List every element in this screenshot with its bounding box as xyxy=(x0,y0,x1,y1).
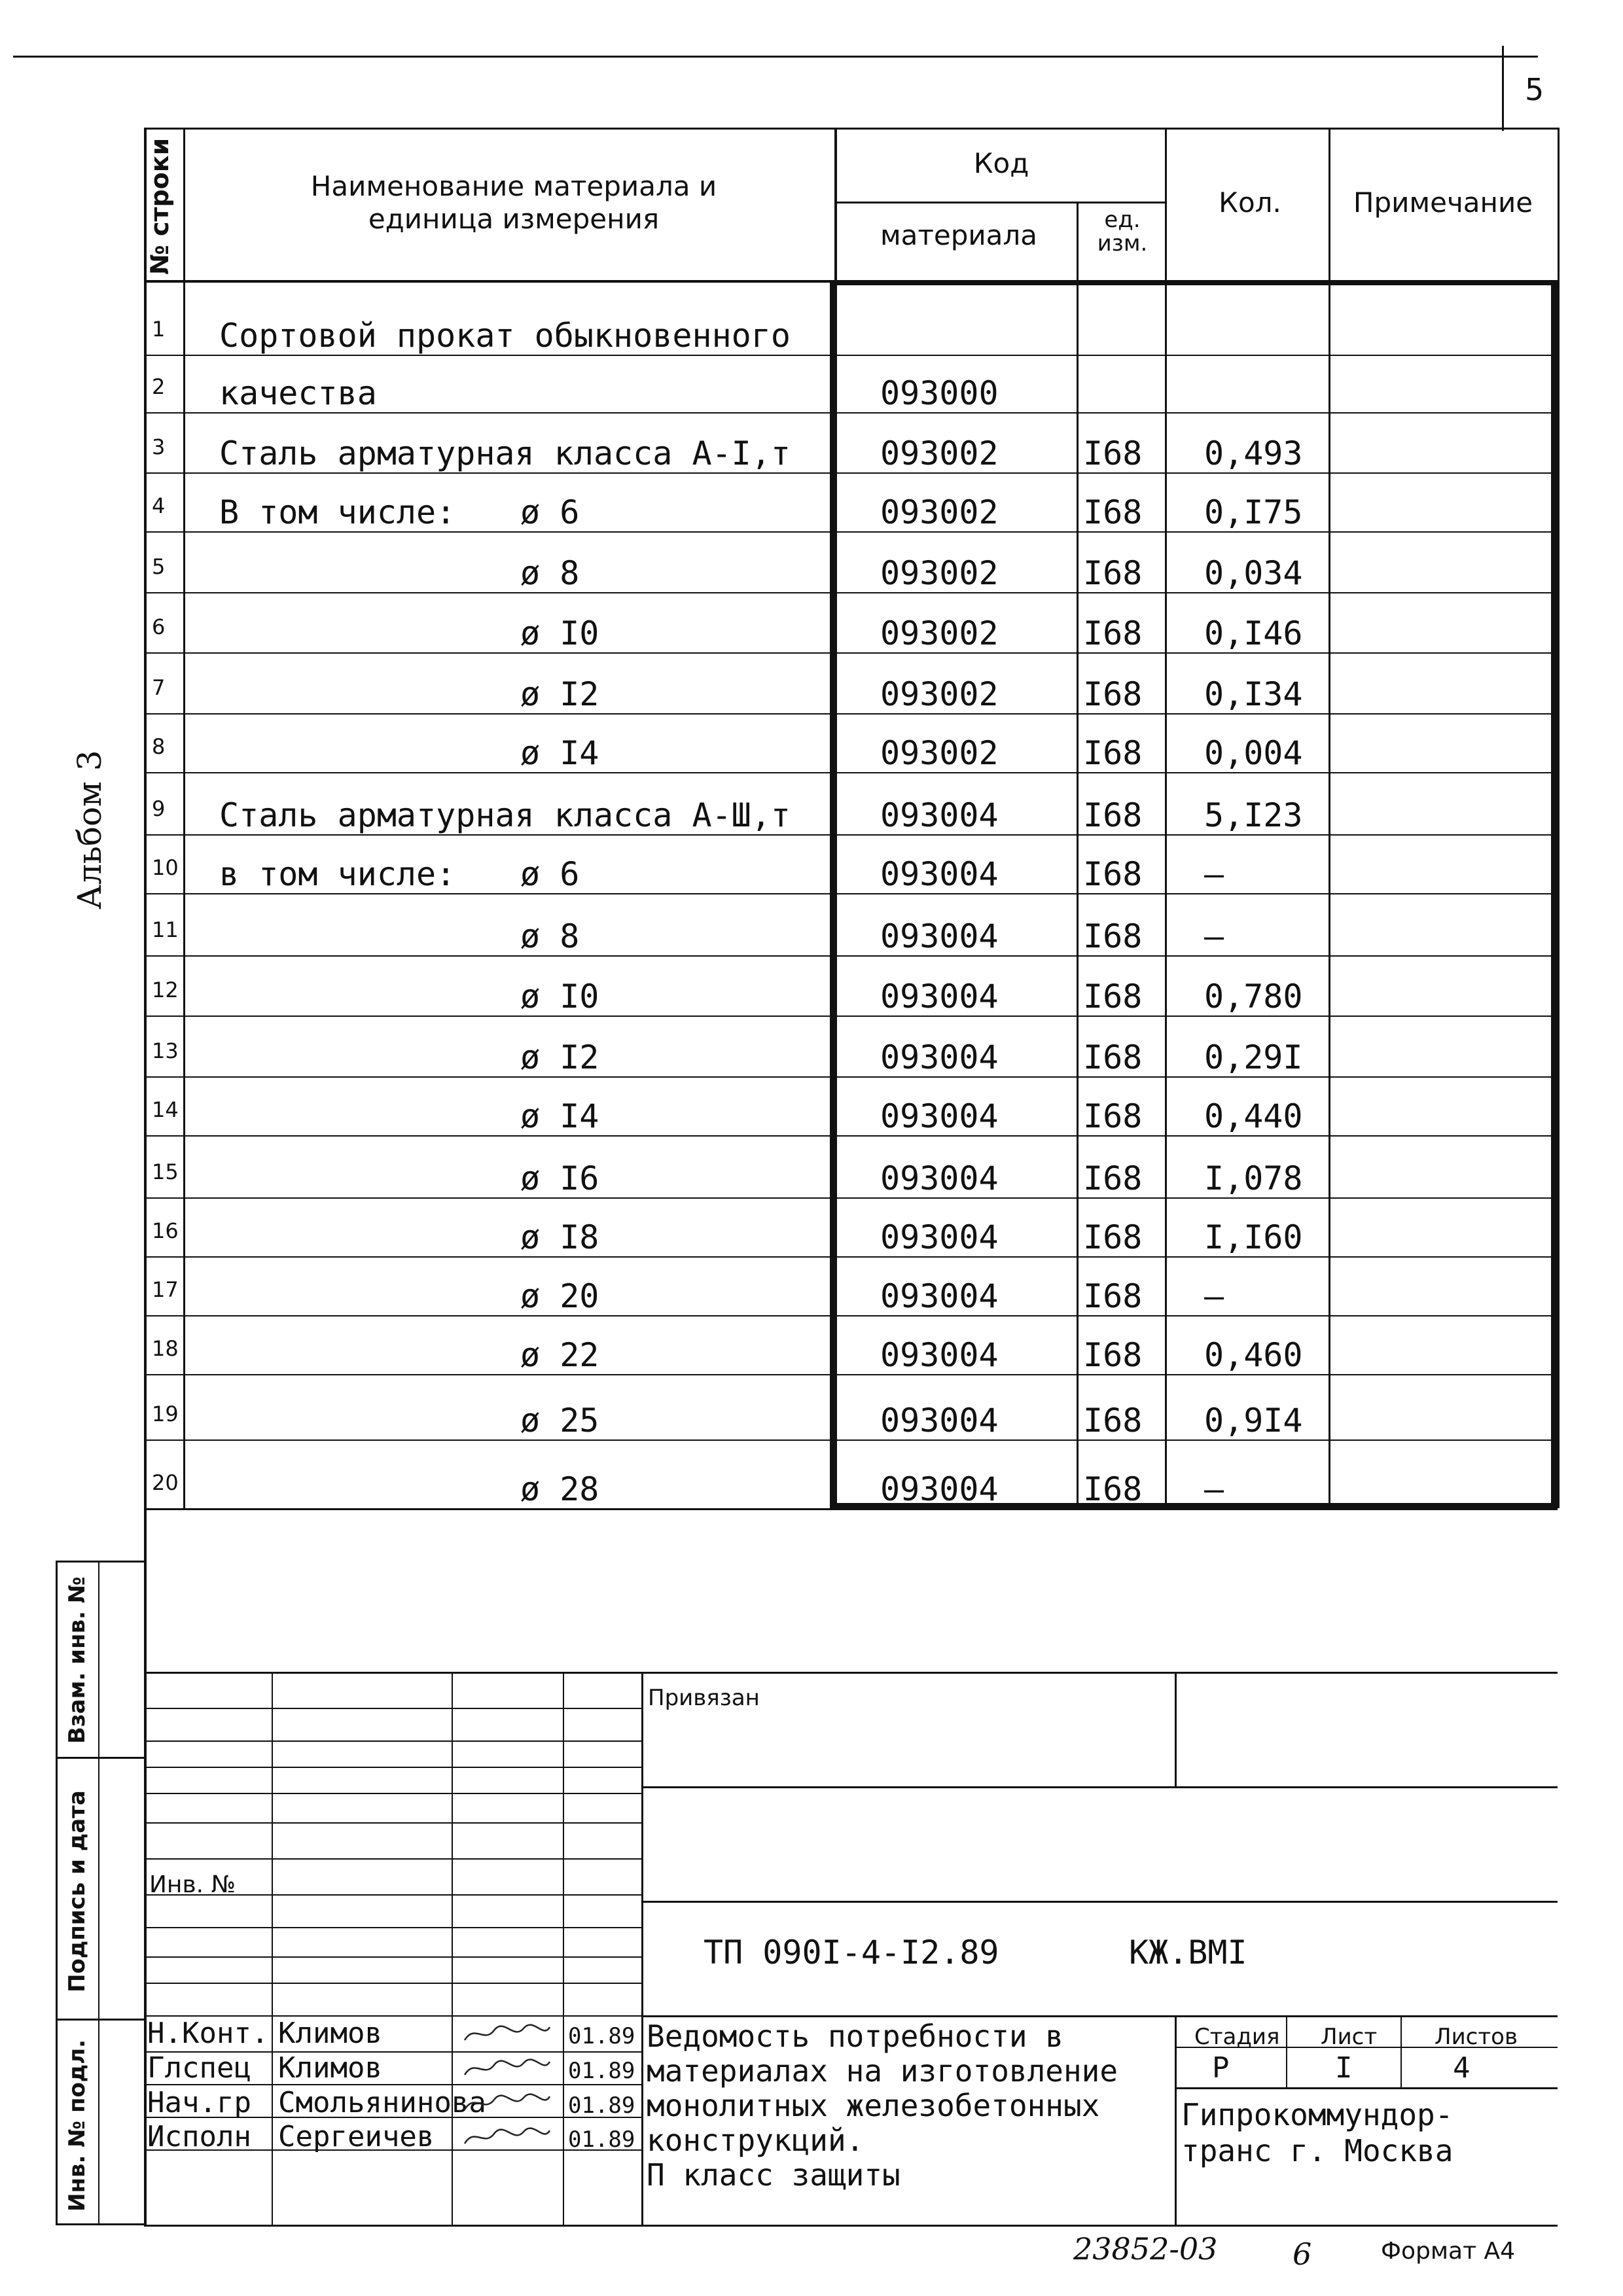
quantity: 0,004 xyxy=(1204,734,1303,772)
tb-stage-col1 xyxy=(1286,2015,1287,2087)
row-number: 13 xyxy=(152,1038,179,1063)
header-code-unit-2: изм. xyxy=(1097,230,1148,256)
row-number: 12 xyxy=(152,978,179,1002)
table-right xyxy=(1558,128,1560,1508)
material-code: 093002 xyxy=(880,434,999,472)
title-line: П класс защиты xyxy=(647,2157,901,2193)
row-line xyxy=(144,472,1558,474)
quantity: 5,I23 xyxy=(1204,796,1303,834)
row-number: 7 xyxy=(152,675,166,700)
sig-grid-row xyxy=(144,1708,641,1709)
row-line xyxy=(144,955,1558,957)
row-line xyxy=(144,1374,1558,1375)
unit-code: I68 xyxy=(1083,675,1143,713)
material-code: 093004 xyxy=(880,1277,999,1315)
row-number: 9 xyxy=(152,796,166,821)
sig-grid-row xyxy=(144,1927,641,1928)
stage-value: Р xyxy=(1212,2051,1230,2085)
row-number: 20 xyxy=(152,1470,179,1495)
person-name: Сергеичев xyxy=(278,2120,435,2153)
diameter: ø I4 xyxy=(520,734,599,772)
sheet-box-left xyxy=(1502,46,1504,131)
unit-code: I68 xyxy=(1083,1402,1143,1439)
person-name: Климов xyxy=(278,2051,382,2085)
code-subheader-line xyxy=(834,202,1165,203)
unit-code: I68 xyxy=(1083,614,1143,652)
person-role: Глспец xyxy=(147,2051,251,2085)
side-stamp-mid xyxy=(98,1561,99,2225)
album-label: Альбом 3 xyxy=(71,750,109,910)
sig-grid-row xyxy=(144,1822,641,1824)
row-line xyxy=(144,1256,1558,1258)
material-name: Сталь арматурная класса А-I,т xyxy=(219,434,791,472)
tb-stage-col2 xyxy=(1400,2015,1402,2087)
frame-left xyxy=(144,128,147,2225)
material-code: 093004 xyxy=(880,1470,999,1508)
material-code: 093004 xyxy=(880,1402,999,1439)
material-name: в том числе: xyxy=(219,855,456,893)
sig-grid-row xyxy=(144,1767,641,1768)
side-stamp-left xyxy=(56,1561,58,2225)
person-date: 01.89 xyxy=(568,2058,635,2084)
handwritten-signature xyxy=(461,2055,553,2087)
material-code: 093004 xyxy=(880,1336,999,1374)
quantity: 0,I46 xyxy=(1204,614,1303,652)
unit-code: I68 xyxy=(1083,1336,1143,1374)
row-line xyxy=(144,1315,1558,1316)
table-top xyxy=(144,128,1558,130)
sheet-number: 5 xyxy=(1525,72,1544,107)
row-number: 3 xyxy=(152,434,166,459)
diameter: ø 20 xyxy=(520,1277,599,1315)
material-code: 093002 xyxy=(880,614,999,652)
person-name: Климов xyxy=(278,2017,382,2050)
sig-col-2 xyxy=(452,1672,453,2225)
diameter: ø 6 xyxy=(520,493,580,531)
sheet-label: Лист xyxy=(1321,2024,1378,2050)
material-code: 093002 xyxy=(880,734,999,772)
unit-code: I68 xyxy=(1083,796,1143,834)
row-number: 5 xyxy=(152,554,166,579)
quantity: 0,034 xyxy=(1204,554,1303,592)
unit-code: I68 xyxy=(1083,1038,1143,1076)
quantity: – xyxy=(1204,917,1224,955)
row-number: 16 xyxy=(152,1218,179,1243)
diameter: ø 22 xyxy=(520,1336,599,1374)
quantity: 0,493 xyxy=(1204,434,1303,472)
handwritten-signature xyxy=(461,2021,553,2053)
unit-code: I68 xyxy=(1083,493,1143,531)
diameter: ø I2 xyxy=(520,1038,599,1076)
handwritten-number: 23852-03 xyxy=(1073,2231,1218,2267)
material-name: В том числе: xyxy=(219,493,456,531)
unit-code: I68 xyxy=(1083,734,1143,772)
handwritten-mark: 6 xyxy=(1293,2236,1312,2272)
row-number: 8 xyxy=(152,734,166,759)
org-line2: транс г. Москва xyxy=(1181,2133,1454,2168)
row-number: 19 xyxy=(152,1402,179,1426)
side-podpis-data: Подпись и дата xyxy=(64,1790,90,1992)
quantity: – xyxy=(1204,1470,1224,1508)
col-line-note xyxy=(1329,128,1330,1508)
diameter: ø I0 xyxy=(520,978,599,1016)
sig-grid-row xyxy=(144,1956,641,1958)
side-stamp-div2 xyxy=(56,2019,144,2021)
sheets-label: Листов xyxy=(1435,2024,1518,2050)
side-stamp-div1 xyxy=(56,1757,144,1759)
col-line-unit xyxy=(1077,202,1079,1508)
row-line xyxy=(144,355,1558,356)
diameter: ø I8 xyxy=(520,1218,599,1256)
unit-code: I68 xyxy=(1083,1097,1143,1135)
tb-stage-bottom xyxy=(1175,2087,1558,2089)
person-date: 01.89 xyxy=(568,2023,635,2049)
handwritten-signature xyxy=(461,2124,553,2156)
tb-line-3080 xyxy=(641,2015,1558,2017)
row-line xyxy=(144,1439,1558,1441)
row-number: 18 xyxy=(152,1336,179,1361)
quantity: 0,I75 xyxy=(1204,493,1303,531)
material-code: 093004 xyxy=(880,1038,999,1076)
unit-code: I68 xyxy=(1083,855,1143,893)
side-stamp-top xyxy=(56,1561,144,1563)
sig-col-1 xyxy=(272,1672,273,2225)
quantity: – xyxy=(1204,855,1224,893)
stage-label: Стадия xyxy=(1194,2024,1280,2050)
row-number: 1 xyxy=(152,317,166,342)
tb-main-left xyxy=(641,1672,643,2225)
unit-code: I68 xyxy=(1083,978,1143,1016)
quantity: I,078 xyxy=(1204,1159,1303,1197)
material-code: 093004 xyxy=(880,978,999,1016)
row-line xyxy=(144,531,1558,533)
row-line xyxy=(144,713,1558,715)
material-code: 093002 xyxy=(880,675,999,713)
privyazan-label: Привязан xyxy=(648,1685,760,1711)
person-role: Нач.гр xyxy=(147,2086,251,2119)
diameter: ø 28 xyxy=(520,1470,599,1508)
diameter: ø 6 xyxy=(520,855,580,893)
material-code: 093000 xyxy=(880,374,999,412)
diameter: ø 8 xyxy=(520,554,580,592)
doc-mark: КЖ.ВМI xyxy=(1129,1934,1247,1971)
material-name: Сталь арматурная класса А-Ш,т xyxy=(219,796,791,834)
sheets-value: 4 xyxy=(1453,2051,1471,2085)
person-date: 01.89 xyxy=(568,2093,635,2119)
side-vzam-inv: Взам. инв. № xyxy=(64,1576,90,1744)
diameter: ø I2 xyxy=(520,675,599,713)
quantity: I,I60 xyxy=(1204,1218,1303,1256)
sig-grid-row xyxy=(144,1858,641,1860)
top-rule xyxy=(13,56,1538,58)
diameter: ø I4 xyxy=(520,1097,599,1135)
table-bottom xyxy=(144,1508,1558,1510)
row-line xyxy=(144,1076,1558,1078)
material-code: 093002 xyxy=(880,554,999,592)
quantity: 0,780 xyxy=(1204,978,1303,1016)
diameter: ø I6 xyxy=(520,1159,599,1197)
material-name: Сортовой прокат обыкновенного xyxy=(219,317,791,355)
header-code-unit-1: ед. xyxy=(1104,207,1141,233)
unit-code: I68 xyxy=(1083,554,1143,592)
sig-grid-row xyxy=(144,1983,641,1984)
handwritten-signature xyxy=(461,2090,553,2122)
quantity: 0,29I xyxy=(1204,1038,1303,1076)
row-line xyxy=(144,412,1558,414)
material-code: 093004 xyxy=(880,1159,999,1197)
quantity: 0,9I4 xyxy=(1204,1402,1303,1439)
tb-top xyxy=(144,1672,1558,1674)
title-line: материалах на изготовление xyxy=(647,2053,1118,2089)
thick-box-top xyxy=(830,280,1558,285)
header-row-no: № строки xyxy=(145,137,174,275)
header-name-line1: Наименование материала и xyxy=(310,170,717,202)
diameter: ø 25 xyxy=(520,1402,599,1439)
material-code: 093004 xyxy=(880,1097,999,1135)
tb-line-2905 xyxy=(641,1901,1558,1903)
diameter: ø I0 xyxy=(520,614,599,652)
diameter: ø 8 xyxy=(520,917,580,955)
unit-code: I68 xyxy=(1083,1470,1143,1508)
row-line xyxy=(144,772,1558,773)
title-line: Ведомость потребности в xyxy=(647,2019,1063,2054)
header-name-line2: единица измерения xyxy=(368,203,660,235)
sheet-value: I xyxy=(1335,2051,1353,2085)
material-code: 093004 xyxy=(880,855,999,893)
sig-col-3 xyxy=(563,1672,564,2225)
row-line xyxy=(144,1016,1558,1017)
material-code: 093004 xyxy=(880,796,999,834)
title-line: конструкций. xyxy=(647,2123,865,2158)
tb-line-2730 xyxy=(641,1786,1558,1788)
row-line xyxy=(144,834,1558,836)
row-number: 14 xyxy=(152,1097,179,1122)
title-line: монолитных железобетонных xyxy=(647,2088,1100,2123)
row-number: 11 xyxy=(152,917,179,942)
quantity: 0,440 xyxy=(1204,1097,1303,1135)
row-number: 2 xyxy=(152,374,166,399)
sig-grid-row xyxy=(144,1793,641,1794)
side-stamp-bottom xyxy=(56,2223,144,2225)
doc-code: ТП 090I-4-I2.89 xyxy=(704,1934,999,1971)
row-line xyxy=(144,592,1558,593)
quantity: 0,460 xyxy=(1204,1336,1303,1374)
row-number: 4 xyxy=(152,493,166,518)
row-number: 6 xyxy=(152,614,166,639)
material-code: 093002 xyxy=(880,493,999,531)
row-line xyxy=(144,893,1558,894)
material-code: 093004 xyxy=(880,917,999,955)
row-line xyxy=(144,1135,1558,1137)
row-number: 15 xyxy=(152,1159,179,1184)
col-line-name xyxy=(183,128,185,1508)
format-label: Формат А4 xyxy=(1381,2238,1516,2265)
unit-code: I68 xyxy=(1083,1159,1143,1197)
col-line-qty xyxy=(1165,128,1167,1508)
header-qty: Кол. xyxy=(1219,186,1281,219)
person-date: 01.89 xyxy=(568,2127,635,2153)
quantity: 0,I34 xyxy=(1204,675,1303,713)
side-inv-podl: Инв. № подл. xyxy=(64,2039,90,2212)
person-role: Исполн xyxy=(147,2120,251,2153)
header-code: Код xyxy=(973,147,1029,179)
row-line xyxy=(144,1197,1558,1199)
sig-grid-row xyxy=(144,1740,641,1742)
row-number: 10 xyxy=(152,855,179,880)
tb-bottom xyxy=(144,2225,1558,2227)
material-code: 093004 xyxy=(880,1218,999,1256)
inv-no-label: Инв. № xyxy=(149,1871,236,1898)
org-line1: Гипрокоммундор- xyxy=(1181,2097,1454,2132)
unit-code: I68 xyxy=(1083,1277,1143,1315)
person-name: Смольянинова xyxy=(278,2086,486,2119)
unit-code: I68 xyxy=(1083,917,1143,955)
header-note: Примечание xyxy=(1353,186,1533,219)
unit-code: I68 xyxy=(1083,1218,1143,1256)
row-line xyxy=(144,652,1558,654)
person-role: Н.Конт. xyxy=(147,2017,269,2050)
material-name: качества xyxy=(219,374,377,412)
row-number: 17 xyxy=(152,1277,179,1302)
tb-privyazan-right xyxy=(1175,1672,1177,1786)
unit-code: I68 xyxy=(1083,434,1143,472)
header-code-material: материала xyxy=(880,219,1037,251)
quantity: – xyxy=(1204,1277,1224,1315)
